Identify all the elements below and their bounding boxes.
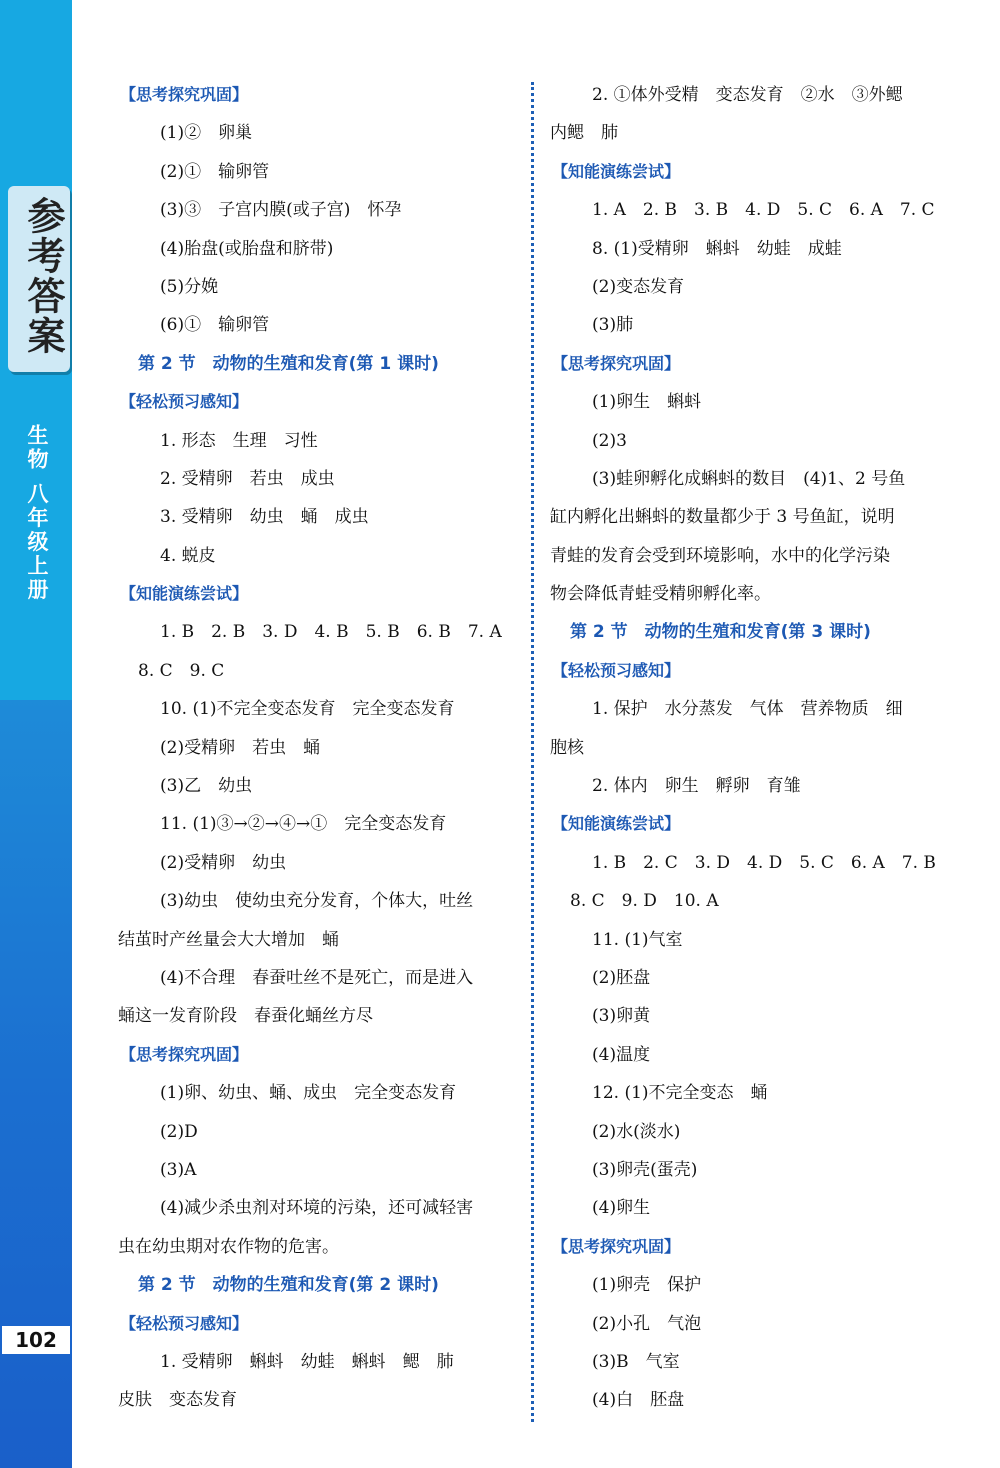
answer-line: 1. A 2. B 3. B 4. D 5. C 6. A 7. C — [592, 200, 935, 221]
answer-line-continued: 皮肤 变态发育 — [118, 1390, 237, 1411]
answer-line-continued: 蛹这一发育阶段 春蚕化蛹丝方尽 — [118, 1006, 373, 1027]
answer-line: (3)A — [160, 1159, 197, 1180]
answer-line: (3)卵黄 — [592, 1006, 651, 1027]
answer-line-continued: 结茧时产丝量会大大增加 蛹 — [118, 929, 339, 950]
answer-line-continued: 内鳃 肺 — [550, 123, 618, 144]
answer-line: (2)D — [160, 1121, 198, 1142]
section-header: 【轻松预习感知】 — [552, 660, 681, 680]
answer-line: (4)卵生 — [592, 1198, 651, 1219]
answer-line-continued: 青蛙的发育会受到环境影响，水中的化学污染 — [550, 545, 890, 566]
answer-line: (1)卵壳 保护 — [592, 1275, 702, 1296]
answer-line: (2)水(淡水) — [592, 1121, 681, 1142]
section-header: 【知能演练尝试】 — [552, 814, 681, 834]
section-header: 【思考探究巩固】 — [120, 1044, 249, 1064]
answer-line: (4)白 胚盘 — [592, 1390, 685, 1411]
lesson-title: 第 2 节 动物的生殖和发育(第 2 课时) — [138, 1275, 439, 1296]
answer-line-continued: 胞核 — [550, 737, 584, 758]
answer-line: (3)蛙卵孵化成蝌蚪的数目 (4)1、2 号鱼 — [592, 468, 906, 489]
answer-line-continued: 缸内孵化出蝌蚪的数量都少于 3 号鱼缸，说明 — [550, 507, 895, 528]
answer-line: 1. B 2. B 3. D 4. B 5. B 6. B 7. A — [160, 622, 502, 643]
answer-line: (2)受精卵 幼虫 — [160, 852, 287, 873]
subject-grade-label: 生物 八年级上册 — [25, 424, 49, 603]
answer-line: (5)分娩 — [160, 276, 219, 297]
answer-line: 2. 受精卵 若虫 成虫 — [160, 468, 335, 489]
answer-line: 12. (1)不完全变态 蛹 — [592, 1083, 768, 1104]
answer-line: 1. 受精卵 蝌蚪 幼蛙 蝌蚪 鳃 肺 — [160, 1351, 454, 1372]
answer-line: 2. ①体外受精 变态发育 ②水 ③外鳃 — [592, 85, 903, 105]
section-header: 【思考探究巩固】 — [120, 85, 249, 104]
answer-line: 1. 形态 生理 习性 — [160, 430, 318, 451]
answer-line: (3)乙 幼虫 — [160, 776, 253, 797]
lesson-title: 第 2 节 动物的生殖和发育(第 3 课时) — [570, 622, 871, 643]
answer-line-continued: 虫在幼虫期对农作物的危害。 — [118, 1236, 339, 1257]
section-header: 【思考探究巩固】 — [552, 1236, 681, 1256]
answer-line: (3)③ 子宫内膜(或子宫) 怀孕 — [160, 200, 402, 221]
answer-line: 8. C 9. D 10. A — [570, 891, 719, 912]
answer-line: (2)① 输卵管 — [160, 161, 270, 182]
answer-line: (2)受精卵 若虫 蛹 — [160, 737, 321, 758]
right-column — [550, 76, 950, 1420]
page-number: 102 — [2, 1326, 70, 1354]
answer-line: (4)胎盘(或胎盘和脐带) — [160, 238, 334, 259]
answer-line: 10. (1)不完全变态发育 完全变态发育 — [160, 699, 455, 720]
answer-line: 3. 受精卵 幼虫 蛹 成虫 — [160, 507, 369, 528]
answer-line: 1. 保护 水分蒸发 气体 营养物质 细 — [592, 699, 903, 720]
section-header: 【知能演练尝试】 — [120, 584, 249, 604]
answer-line: (3)B 气室 — [592, 1351, 680, 1372]
answer-line: (2)3 — [592, 430, 627, 451]
lesson-title: 第 2 节 动物的生殖和发育(第 1 课时) — [138, 353, 439, 374]
answer-line: 1. B 2. C 3. D 4. D 5. C 6. A 7. B — [592, 852, 936, 873]
answer-key-label: 参考答案 — [21, 196, 65, 356]
answer-line: 11. (1)气室 — [592, 929, 683, 950]
answer-line: (2)胚盘 — [592, 967, 651, 988]
section-header: 【思考探究巩固】 — [552, 353, 681, 373]
section-header: 【轻松预习感知】 — [120, 1313, 249, 1333]
answer-line: (1)卵生 蝌蚪 — [592, 392, 702, 413]
answer-line: (1)② 卵巢 — [160, 123, 253, 144]
column-divider — [531, 82, 534, 1422]
answer-line: 2. 体内 卵生 孵卵 育雏 — [592, 776, 801, 797]
answer-line-continued: 物会降低青蛙受精卵孵化率。 — [550, 584, 771, 605]
answer-line: (6)① 输卵管 — [160, 315, 270, 336]
answer-line: (4)温度 — [592, 1044, 651, 1065]
answer-line: (4)减少杀虫剂对环境的污染，还可减轻害 — [160, 1198, 474, 1219]
left-column — [118, 76, 518, 1420]
answer-line: 8. C 9. C — [138, 660, 225, 681]
answer-line: (4)不合理 春蚕吐丝不是死亡，而是进入 — [160, 967, 474, 988]
answer-line: 4. 蜕皮 — [160, 545, 216, 566]
answer-line: (3)肺 — [592, 315, 634, 336]
answer-line: 8. (1)受精卵 蝌蚪 幼蛙 成蛙 — [592, 238, 842, 259]
section-header: 【知能演练尝试】 — [552, 161, 681, 181]
answer-line: (3)卵壳(蛋壳) — [592, 1159, 698, 1180]
answer-line: (2)小孔 气泡 — [592, 1313, 702, 1334]
answer-line: 11. (1)③→②→④→① 完全变态发育 — [160, 814, 447, 835]
answer-line: (2)变态发育 — [592, 276, 685, 297]
answer-line: (1)卵、幼虫、蛹、成虫 完全变态发育 — [160, 1083, 457, 1104]
answer-line: (3)幼虫 使幼虫充分发育，个体大，吐丝 — [160, 891, 474, 912]
section-header: 【轻松预习感知】 — [120, 392, 249, 412]
